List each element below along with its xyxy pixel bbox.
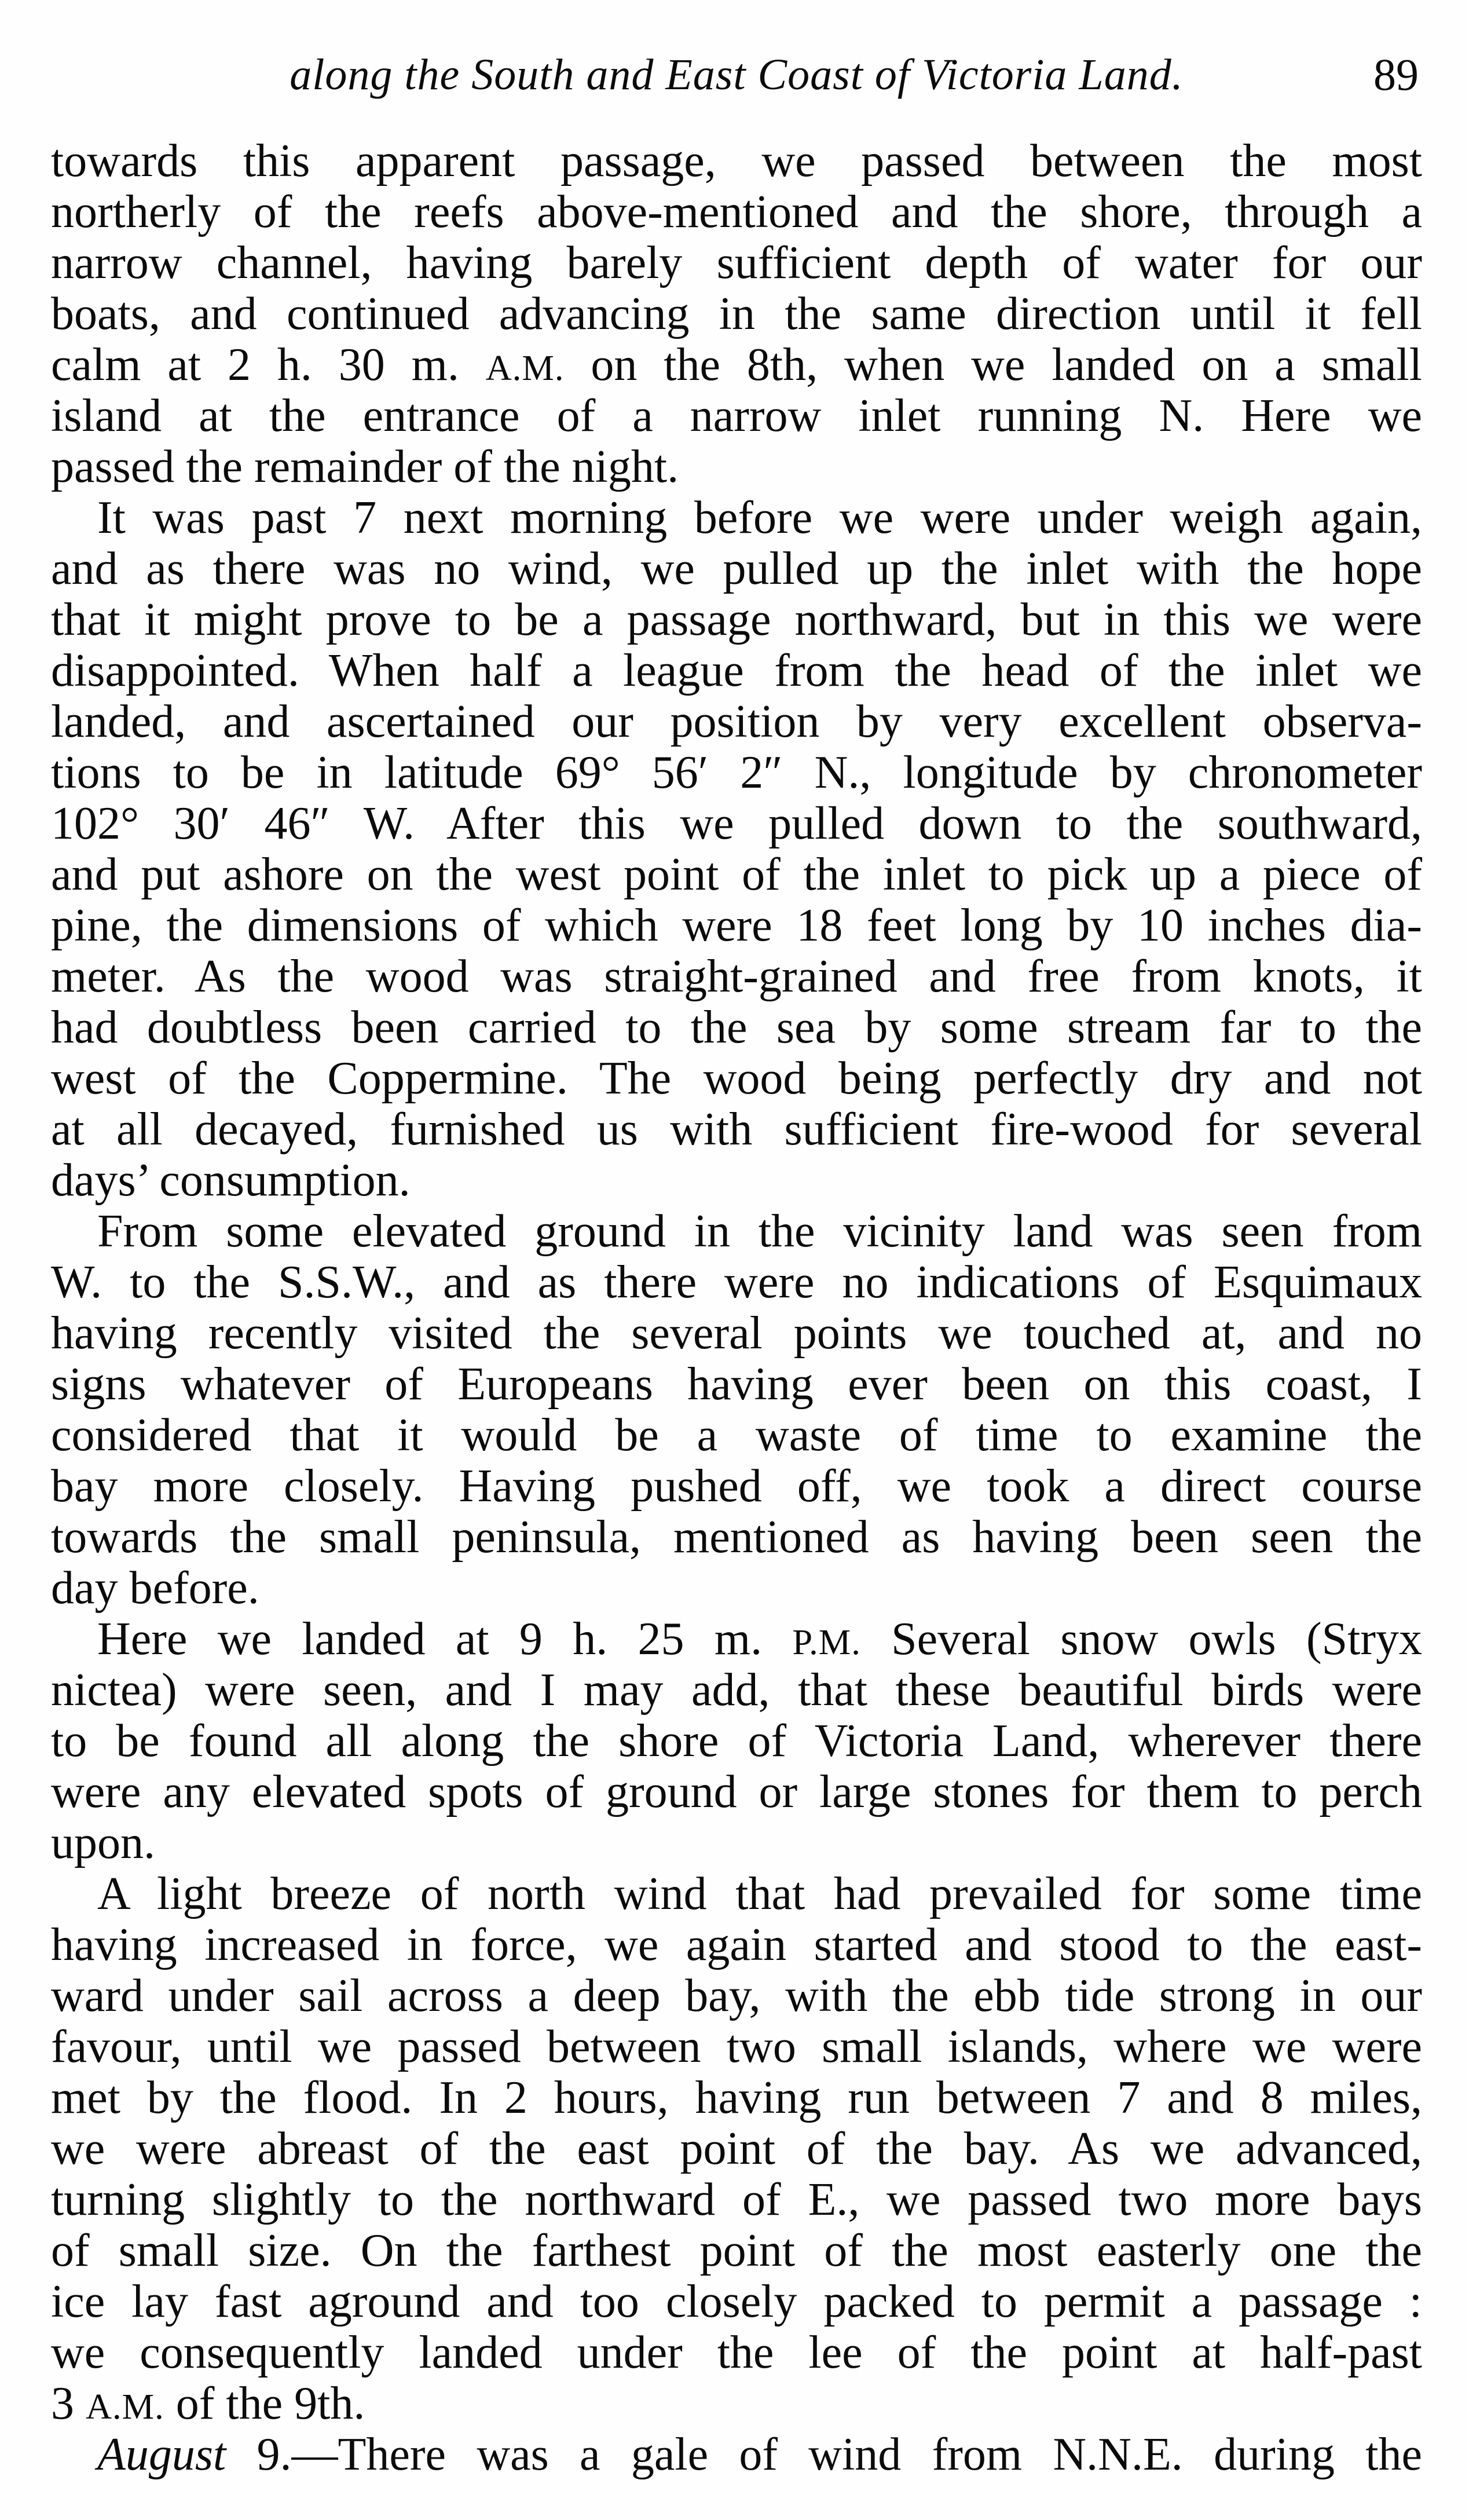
text-run: had doubtless been carried to the sea by some stream far to the	[51, 1002, 1422, 1053]
page-text	[51, 136, 1422, 2480]
text-run: nictea) were seen, and I may add, that these beautiful birds were	[51, 1665, 1422, 1716]
page-number: 89	[1373, 49, 1419, 100]
text-line	[51, 441, 1422, 492]
text-line	[51, 2021, 1422, 2072]
text-run: ice lay fast aground and too closely packed to permit a passage :	[51, 2276, 1422, 2327]
text-run: 102° 30′ 46″ W. After this we pulled down to the southward,	[51, 798, 1422, 849]
text-line	[51, 2378, 1422, 2429]
text-run: to be found all along the shore of Victoria Land, wherever there	[51, 1716, 1422, 1766]
text-run: tions to be in latitude 69° 56′ 2″ N., longitude by chronometer	[51, 747, 1422, 798]
text-run: pine, the dimensions of which were 18 feet long by 10 inches dia-	[51, 900, 1422, 951]
text-line	[51, 1817, 1422, 1868]
text-line	[51, 1359, 1422, 1410]
text-line	[51, 136, 1422, 186]
text-run: island at the entrance of a narrow inlet running N. Here we	[51, 390, 1422, 441]
text-run: P.M.	[792, 1622, 861, 1662]
text-run: disappointed. When half a league from the head of the inlet we	[51, 645, 1422, 696]
text-run: at all decayed, furnished us with sufficient fire-wood for several	[51, 1104, 1422, 1155]
text-run: having recently visited the several points we touched at, and no	[51, 1308, 1422, 1359]
text-run: bay more closely. Having pushed off, we took a direct course	[51, 1461, 1422, 1512]
text-run: considered that it would be a waste of time to examine the	[51, 1410, 1422, 1461]
text-run: W. to the S.S.W., and as there were no indications of Esquimaux	[51, 1257, 1422, 1308]
text-line	[51, 1002, 1422, 1053]
text-line	[51, 2123, 1422, 2174]
text-line	[51, 1512, 1422, 1563]
text-run: boats, and continued advancing in the same direction until it fell	[51, 288, 1422, 339]
text-line	[51, 645, 1422, 696]
text-run: day before.	[51, 1563, 259, 1614]
text-run: landed, and ascertained our position by very excellent observa-	[51, 696, 1422, 747]
text-run: meter. As the wood was straight-grained and free from knots, it	[51, 951, 1422, 1002]
text-run: that it might prove to be a passage northward, but in this we were	[51, 594, 1422, 645]
text-line	[51, 1104, 1422, 1155]
text-run: towards the small peninsula, mentioned as having been seen the	[51, 1512, 1422, 1563]
text-run: and put ashore on the west point of the inlet to pick up a piece of	[51, 849, 1422, 900]
text-run: towards this apparent passage, we passed between the most	[51, 136, 1422, 186]
text-run: passed the remainder of the night.	[51, 441, 679, 492]
text-run: upon.	[51, 1817, 155, 1868]
text-run: of small size. On the farthest point of the most easterly one the	[51, 2225, 1422, 2276]
text-line	[51, 900, 1422, 951]
text-line	[51, 1155, 1422, 1206]
text-line	[51, 1868, 1422, 1919]
text-line	[51, 1461, 1422, 1512]
text-line	[51, 237, 1422, 288]
text-line	[51, 390, 1422, 441]
text-line	[51, 1206, 1422, 1257]
text-line	[51, 1257, 1422, 1308]
text-run: northerly of the reefs above-mentioned and the shore, through a	[51, 186, 1422, 237]
text-line	[51, 2276, 1422, 2327]
text-run: met by the flood. In 2 hours, having run between 7 and 8 miles,	[51, 2072, 1422, 2123]
text-run: 3	[51, 2378, 86, 2429]
text-line	[51, 1970, 1422, 2021]
text-line	[51, 1665, 1422, 1716]
text-line	[51, 1563, 1422, 1614]
text-line	[51, 339, 1422, 390]
text-run: Several snow owls (Stryx	[860, 1614, 1422, 1665]
text-run: A.M.	[485, 348, 565, 388]
text-run: A.M.	[86, 2387, 164, 2427]
text-line	[51, 594, 1422, 645]
text-line	[51, 492, 1422, 543]
text-run: days’ consumption.	[51, 1155, 411, 1206]
text-line	[51, 696, 1422, 747]
text-run: From some elevated ground in the vicinity land was seen from	[97, 1206, 1422, 1257]
text-run: west of the Coppermine. The wood being perfectly dry and not	[51, 1053, 1422, 1104]
text-line	[51, 2174, 1422, 2225]
text-run: we consequently landed under the lee of the point at half-past	[51, 2327, 1422, 2378]
text-line	[51, 2429, 1422, 2480]
text-line	[51, 543, 1422, 594]
running-header: along the South and East Coast of Victoria Land.	[290, 50, 1184, 99]
text-line	[51, 747, 1422, 798]
text-run: were any elevated spots of ground or large stones for them to perch	[51, 1766, 1422, 1817]
text-line	[51, 2225, 1422, 2276]
text-line	[51, 288, 1422, 339]
text-run: August	[97, 2429, 226, 2480]
text-line	[51, 1716, 1422, 1766]
text-run: on the 8th, when we landed on a small	[564, 339, 1423, 390]
text-line	[51, 1308, 1422, 1359]
text-line	[51, 849, 1422, 900]
text-line	[51, 2327, 1422, 2378]
text-run: It was past 7 next morning before we were under weigh again,	[97, 492, 1422, 543]
page-header	[51, 43, 1422, 107]
text-run: we were abreast of the east point of the bay. As we advanced,	[51, 2123, 1422, 2174]
text-run: Here we landed at 9 h. 25 m.	[97, 1614, 793, 1665]
text-run: A light breeze of north wind that had prevailed for some time	[97, 1868, 1422, 1919]
text-run: favour, until we passed between two small islands, where we were	[51, 2021, 1422, 2072]
text-line	[51, 2072, 1422, 2123]
text-line	[51, 951, 1422, 1002]
text-line	[51, 1614, 1422, 1665]
text-line	[51, 1766, 1422, 1817]
text-run: of the 9th.	[164, 2378, 365, 2429]
text-line	[51, 1053, 1422, 1104]
text-run: turning slightly to the northward of E., we passed two more bays	[51, 2174, 1422, 2225]
text-line	[51, 1919, 1422, 1970]
text-run: and as there was no wind, we pulled up the inlet with the hope	[51, 543, 1422, 594]
text-run: having increased in force, we again started and stood to the east-	[51, 1919, 1422, 1970]
text-line	[51, 186, 1422, 237]
text-run: narrow channel, having barely sufficient depth of water for our	[51, 237, 1422, 288]
text-line	[51, 798, 1422, 849]
text-run: ward under sail across a deep bay, with the ebb tide strong in our	[51, 1970, 1422, 2021]
text-run: calm at 2 h. 30 m.	[51, 339, 486, 390]
text-run: signs whatever of Europeans having ever been on this coast, I	[51, 1359, 1422, 1410]
text-run: 9.—There was a gale of wind from N.N.E. during the	[226, 2429, 1422, 2480]
text-line	[51, 1410, 1422, 1461]
